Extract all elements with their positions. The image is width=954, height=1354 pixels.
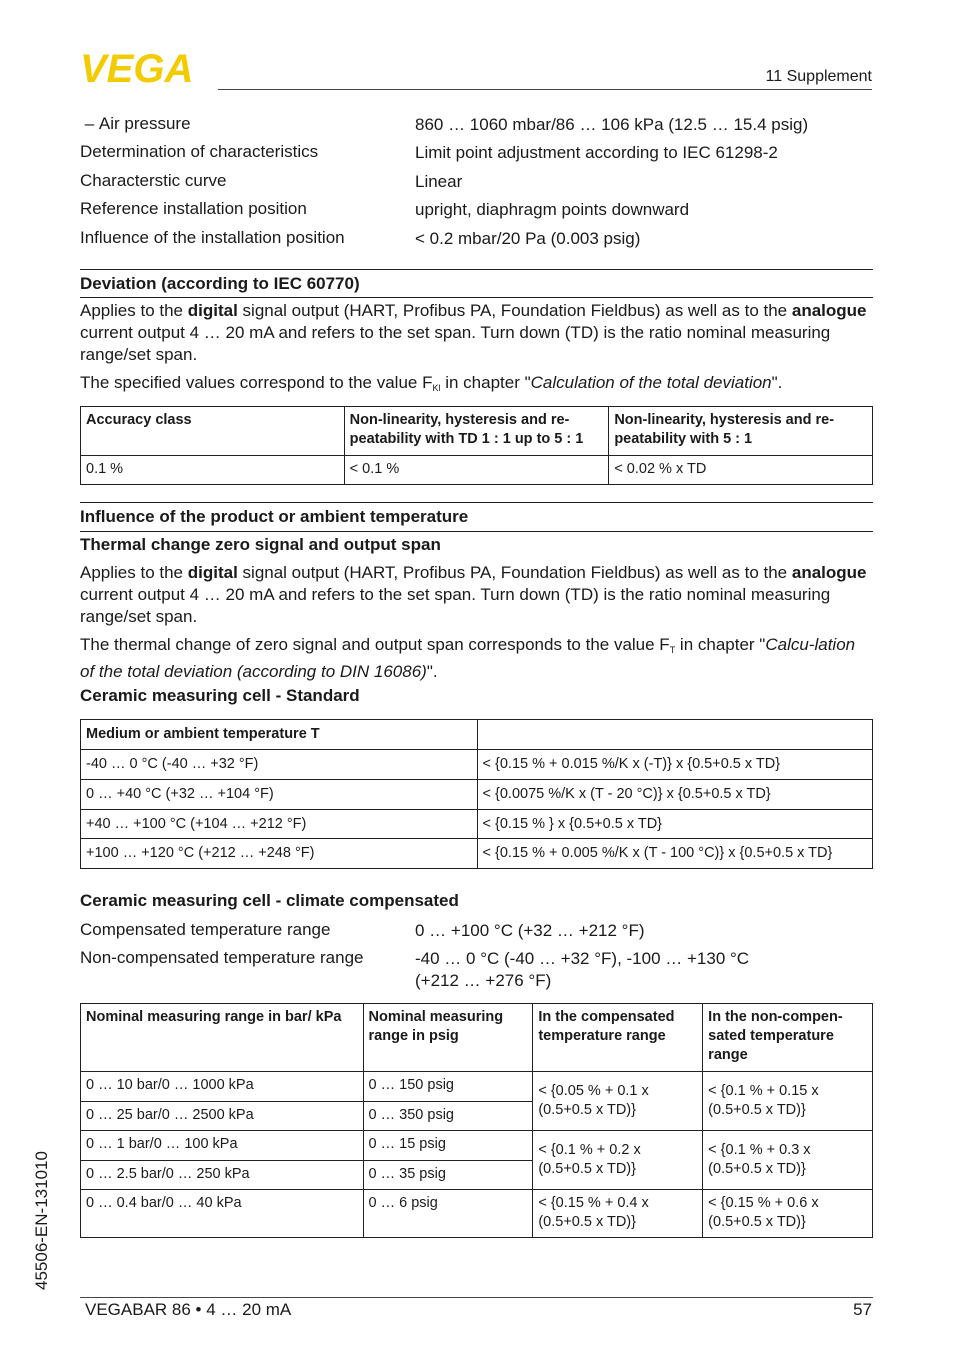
table-cell: 0.1 % (81, 456, 345, 485)
logo-text: VEGA (80, 50, 194, 86)
footer-rule (80, 1297, 873, 1298)
table-cell: < {0.0075 %/K x (T - 20 °C)} x {0.5+0.5 x TD} (477, 780, 872, 810)
section-rule (80, 297, 873, 298)
footer-product: VEGABAR 86 • 4 … 20 mA (85, 1300, 292, 1319)
deviation-heading: Deviation (according to IEC 60770) (80, 274, 360, 293)
spec-label: Compensated temperature range (80, 920, 331, 939)
table-cell: < {0.15 % + 0.4 x (0.5+0.5 x TD)} (533, 1190, 703, 1238)
spec-value: Linear (415, 172, 463, 191)
spec-value: -40 … 0 °C (-40 … +32 °F), -100 … +130 °C (+212 … +276 °F) (415, 949, 750, 990)
section-rule (80, 269, 873, 270)
table-cell: < {0.1 % + 0.3 x (0.5+0.5 x TD)} (703, 1131, 873, 1190)
thermal-reference: The thermal change of zero signal and output span corresponds to the value $F_T$ in chapter "Calcu-lation of the total deviation (according to DIN 16086)". (80, 635, 856, 681)
table-cell: 0 … 0.4 bar/0 … 40 kPa (81, 1190, 364, 1238)
table-cell: 0 … 6 psig (363, 1190, 533, 1238)
section-rule (80, 502, 873, 503)
deviation-paragraph: Applies to the digital signal output (HART, Profibus PA, Foundation Fieldbus) as well as to the analogue current output 4 … 20 mA and refers to the set span. Turn down (TD) is the ratio nominal measuring range/set span. (80, 301, 867, 364)
table-header: Non-linearity, hysteresis and re-peatability with TD 1 : 1 up to 5 : 1 (344, 407, 609, 456)
table-cell: 0 … 150 psig (363, 1072, 533, 1102)
table-cell: 0 … +40 °C (+32 … +104 °F) (81, 780, 478, 810)
table-cell: < {0.15 % } x {0.5+0.5 x TD} (477, 810, 872, 839)
table-cell: < {0.15 % + 0.015 %/K x (-T)} x {0.5+0.5 x TD} (477, 750, 872, 780)
table-cell: 0 … 2.5 bar/0 … 250 kPa (81, 1161, 364, 1190)
standard-cell-heading: Ceramic measuring cell - Standard (80, 686, 360, 705)
standard-cell-table (80, 719, 873, 869)
spec-value: 860 … 1060 mbar/86 … 106 kPa (12.5 … 15.4 psig) (415, 115, 809, 134)
spec-value: < 0.2 mbar/20 Pa (0.003 psig) (415, 229, 641, 248)
table-header: In the non-compen-sated temperature range (703, 1004, 873, 1072)
spec-label: Characterstic curve (80, 171, 227, 190)
climate-cell-table (80, 1003, 873, 1238)
spec-label: Influence of the installation position (80, 228, 345, 247)
table-cell: < {0.1 % + 0.2 x (0.5+0.5 x TD)} (533, 1131, 703, 1190)
section-rule (80, 531, 873, 532)
document-code: 45506-EN-131010 (32, 1151, 51, 1290)
spec-label: Reference installation position (80, 199, 307, 218)
table-header: Accuracy class (81, 407, 345, 456)
spec-label: Non-compensated temperature range (80, 948, 364, 967)
table-cell: +40 … +100 °C (+104 … +212 °F) (81, 810, 478, 839)
table-cell: 0 … 25 bar/0 … 2500 kPa (81, 1102, 364, 1131)
table-cell: < 0.02 % x TD (609, 456, 873, 485)
table-cell: < {0.15 % + 0.005 %/K x (T - 100 °C)} x {0.5+0.5 x TD} (477, 839, 872, 869)
table-cell: < {0.15 % + 0.6 x (0.5+0.5 x TD)} (703, 1190, 873, 1238)
table-cell: -40 … 0 °C (-40 … +32 °F) (81, 750, 478, 780)
spec-label: Determination of characteristics (80, 142, 319, 161)
spec-label: – Air pressure (80, 114, 191, 133)
thermal-paragraph: Applies to the digital signal output (HART, Profibus PA, Foundation Fieldbus) as well as to the analogue current output 4 … 20 mA and refers to the set span. Turn down (TD) is the ratio nominal measuring range/set span. (80, 563, 867, 626)
section-label: 11 Supplement (765, 68, 872, 85)
spec-value: Limit point adjustment according to IEC 61298-2 (415, 143, 778, 162)
vega-logo (80, 50, 212, 86)
table-cell: 0 … 35 psig (363, 1161, 533, 1190)
table-cell: 0 … 1 bar/0 … 100 kPa (81, 1131, 364, 1161)
table-header: In the compensated temperature range (533, 1004, 703, 1072)
table-header: Nominal measuring range in bar/ kPa (81, 1004, 364, 1072)
table-header: Non-linearity, hysteresis and re-peatability with 5 : 1 (609, 407, 873, 456)
climate-cell-heading: Ceramic measuring cell - climate compensated (80, 891, 459, 910)
deviation-reference: The specified values correspond to the value $F_{Kl}$ in chapter "Calculation of the total deviation". (80, 373, 783, 393)
table-cell: 0 … 15 psig (363, 1131, 533, 1161)
page-number: 57 (853, 1300, 872, 1319)
table-cell: 0 … 350 psig (363, 1102, 533, 1131)
table-header: Medium or ambient temperature T (81, 720, 478, 750)
table-header: Nominal measuring range in psig (363, 1004, 533, 1072)
spec-value: upright, diaphragm points downward (415, 200, 690, 219)
table-cell: < 0.1 % (344, 456, 609, 485)
thermal-subheading: Thermal change zero signal and output span (80, 535, 441, 554)
table-cell: +100 … +120 °C (+212 … +248 °F) (81, 839, 478, 869)
table-header (477, 720, 872, 750)
accuracy-table (80, 406, 873, 485)
spec-value: 0 … +100 °C (+32 … +212 °F) (415, 921, 645, 940)
header-rule (218, 89, 872, 90)
table-cell: < {0.05 % + 0.1 x (0.5+0.5 x TD)} (533, 1072, 703, 1131)
temperature-heading: Influence of the product or ambient temperature (80, 507, 469, 526)
table-cell: < {0.1 % + 0.15 x (0.5+0.5 x TD)} (703, 1072, 873, 1131)
table-cell: 0 … 10 bar/0 … 1000 kPa (81, 1072, 364, 1102)
